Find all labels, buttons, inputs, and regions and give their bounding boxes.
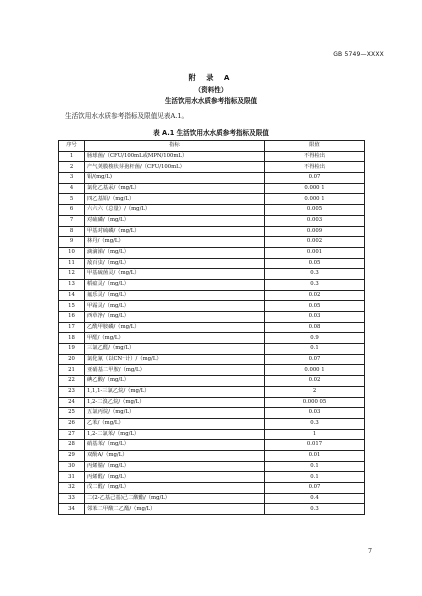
- cell-indicator: 甲基对硫磷/（mg/L）: [85, 226, 265, 237]
- cell-limit: 0.3: [265, 418, 365, 429]
- cell-serial-number: 15: [59, 301, 85, 312]
- table-row: [59, 279, 365, 290]
- cell-indicator: 敌百虫/（mg/L）: [85, 258, 265, 269]
- cell-indicator: 甲基硫菌灵/（mg/L）: [85, 269, 265, 280]
- cell-limit: 不得检出: [265, 151, 365, 162]
- cell-indicator: 双酚A/（mg/L）: [85, 450, 265, 461]
- cell-limit: 0.1: [265, 344, 365, 355]
- cell-limit: 0.07: [265, 483, 365, 494]
- cell-indicator: 亚硝基二甲胺/（mg/L）: [85, 365, 265, 376]
- cell-indicator: 乙苯/（mg/L）: [85, 418, 265, 429]
- cell-indicator: 西草净/（mg/L）: [85, 312, 265, 323]
- table-row: [59, 312, 365, 323]
- cell-indicator: 四乙基铅/（mg/L）: [85, 194, 265, 205]
- cell-limit: 0.005: [265, 205, 365, 216]
- cell-indicator: 甲醛/（mg/L）: [85, 333, 265, 344]
- table-row: [59, 151, 365, 162]
- cell-limit: 0.9: [265, 333, 365, 344]
- table-row: [59, 386, 365, 397]
- table-row: [59, 333, 365, 344]
- cell-indicator: 乙酰甲胺磷/（mg/L）: [85, 322, 265, 333]
- appendix-heading: 生活饮用水水质参考指标及限值: [164, 97, 258, 105]
- cell-limit: 0.07: [265, 173, 365, 184]
- appendix-title: 附 录 A: [188, 73, 234, 82]
- table-row: [59, 408, 365, 419]
- cell-indicator: 六六六（总量）/（mg/L）: [85, 205, 265, 216]
- cell-serial-number: 21: [59, 365, 85, 376]
- table-row: [59, 483, 365, 494]
- cell-serial-number: 24: [59, 397, 85, 408]
- appendix-note: （资料性）: [194, 86, 228, 94]
- cell-serial-number: 20: [59, 354, 85, 365]
- cell-indicator: 钼/(mg/L): [85, 173, 265, 184]
- cell-indicator: 氯化氰（以CN⁻计）/（mg/L）: [85, 354, 265, 365]
- cell-limit: 0.02: [265, 376, 365, 387]
- cell-serial-number: 27: [59, 429, 85, 440]
- cell-limit: 0.05: [265, 258, 365, 269]
- cell-limit: 0.1: [265, 461, 365, 472]
- cell-limit: 0.02: [265, 290, 365, 301]
- table-row: [59, 237, 365, 248]
- cell-serial-number: 25: [59, 408, 85, 419]
- table-row: [59, 226, 365, 237]
- cell-serial-number: 14: [59, 290, 85, 301]
- table-row: [59, 162, 365, 173]
- page-number: 7: [368, 548, 372, 555]
- table-row: [59, 365, 365, 376]
- cell-serial-number: 5: [59, 194, 85, 205]
- cell-indicator: 邻苯二甲酸二乙酯/（mg/L）: [85, 504, 265, 515]
- cell-limit: 0.017: [265, 440, 365, 451]
- cell-indicator: 氯化乙基汞/（mg/L）: [85, 183, 265, 194]
- cell-serial-number: 18: [59, 333, 85, 344]
- cell-indicator: 对硫磷/（mg/L）: [85, 215, 265, 226]
- cell-limit: 0.03: [265, 312, 365, 323]
- table-row: [59, 194, 365, 205]
- cell-serial-number: 11: [59, 258, 85, 269]
- table-row: [59, 354, 365, 365]
- cell-indicator: 稻瘟灵/（mg/L）: [85, 279, 265, 290]
- cell-serial-number: 7: [59, 215, 85, 226]
- cell-indicator: 1,1,1-三氯乙烷/（mg/L）: [85, 386, 265, 397]
- cell-limit: 0.01: [265, 450, 365, 461]
- table-row: [59, 504, 365, 515]
- cell-serial-number: 8: [59, 226, 85, 237]
- cell-limit: 0.3: [265, 504, 365, 515]
- cell-indicator: 肠球菌/（CFU/100mL或MPN/100mL）: [85, 151, 265, 162]
- cell-serial-number: 26: [59, 418, 85, 429]
- cell-limit: 0.3: [265, 279, 365, 290]
- cell-serial-number: 2: [59, 162, 85, 173]
- cell-serial-number: 17: [59, 322, 85, 333]
- cell-indicator: 二(2-乙基己基)己二酸酯/（mg/L）: [85, 493, 265, 504]
- table-row: [59, 290, 365, 301]
- cell-limit: 0.009: [265, 226, 365, 237]
- cell-serial-number: 30: [59, 461, 85, 472]
- cell-indicator: 碘乙酸/（mg/L）: [85, 376, 265, 387]
- table-caption: 表 A.1 生活饮用水水质参考指标及限值: [153, 129, 269, 137]
- table-row: [59, 173, 365, 184]
- cell-limit: 0.05: [265, 301, 365, 312]
- cell-serial-number: 1: [59, 151, 85, 162]
- cell-serial-number: 29: [59, 450, 85, 461]
- table-row: [59, 376, 365, 387]
- table-row: [59, 215, 365, 226]
- cell-serial-number: 22: [59, 376, 85, 387]
- cell-limit: 0.000 1: [265, 183, 365, 194]
- cell-limit: 0.4: [265, 493, 365, 504]
- table-row: [59, 258, 365, 269]
- cell-indicator: 甲霜灵/（mg/L）: [85, 301, 265, 312]
- cell-indicator: 滴滴涕/（mg/L）: [85, 247, 265, 258]
- cell-serial-number: 3: [59, 173, 85, 184]
- header-serial-number: 序号: [59, 141, 85, 152]
- table-row: [59, 493, 365, 504]
- table-row: [59, 301, 365, 312]
- cell-limit: 0.08: [265, 322, 365, 333]
- cell-limit: 不得检出: [265, 162, 365, 173]
- cell-serial-number: 34: [59, 504, 85, 515]
- table-row: [59, 429, 365, 440]
- table-row: [59, 205, 365, 216]
- table-row: [59, 472, 365, 483]
- header-limit: 限值: [265, 141, 365, 152]
- cell-indicator: 三氯乙醛/（mg/L）: [85, 344, 265, 355]
- cell-limit: 0.000 1: [265, 194, 365, 205]
- cell-indicator: 戊二醛/（mg/L）: [85, 483, 265, 494]
- cell-indicator: 1,2-二氯苯/（mg/L）: [85, 429, 265, 440]
- reference-indicator-table: [58, 140, 365, 515]
- cell-limit: 0.000 05: [265, 397, 365, 408]
- cell-serial-number: 33: [59, 493, 85, 504]
- cell-limit: 0.1: [265, 472, 365, 483]
- cell-serial-number: 16: [59, 312, 85, 323]
- table-row: [59, 397, 365, 408]
- cell-serial-number: 12: [59, 269, 85, 280]
- cell-indicator: 产气荚膜梭状芽孢杆菌/（CFU/100mL）: [85, 162, 265, 173]
- table-row: [59, 450, 365, 461]
- table-row: [59, 183, 365, 194]
- cell-limit: 0.001: [265, 247, 365, 258]
- table-header-row: [59, 141, 365, 152]
- cell-indicator: 林丹/（mg/L）: [85, 237, 265, 248]
- table-row: [59, 247, 365, 258]
- cell-limit: 1: [265, 429, 365, 440]
- cell-limit: 0.003: [265, 215, 365, 226]
- standard-code: GB 5749—XXXX: [333, 51, 384, 58]
- cell-limit: 0.3: [265, 269, 365, 280]
- cell-serial-number: 19: [59, 344, 85, 355]
- cell-limit: 0.07: [265, 354, 365, 365]
- header-indicator: 指标: [85, 141, 265, 152]
- cell-indicator: 五氯丙烷/（mg/L）: [85, 408, 265, 419]
- table-row: [59, 461, 365, 472]
- table-row: [59, 440, 365, 451]
- cell-serial-number: 6: [59, 205, 85, 216]
- cell-serial-number: 4: [59, 183, 85, 194]
- cell-serial-number: 32: [59, 483, 85, 494]
- cell-serial-number: 28: [59, 440, 85, 451]
- cell-serial-number: 9: [59, 237, 85, 248]
- cell-indicator: 丙烯腈/（mg/L）: [85, 461, 265, 472]
- table-row: [59, 269, 365, 280]
- table-body: [59, 151, 365, 514]
- cell-serial-number: 23: [59, 386, 85, 397]
- cell-indicator: 硝基苯/（mg/L）: [85, 440, 265, 451]
- cell-limit: 0.002: [265, 237, 365, 248]
- cell-indicator: 氟乐灵/（mg/L）: [85, 290, 265, 301]
- cell-limit: 0.000 1: [265, 365, 365, 376]
- table-row: [59, 418, 365, 429]
- cell-serial-number: 10: [59, 247, 85, 258]
- cell-serial-number: 31: [59, 472, 85, 483]
- table-row: [59, 322, 365, 333]
- cell-limit: 2: [265, 386, 365, 397]
- table-row: [59, 344, 365, 355]
- intro-paragraph: 生活饮用水水质参考指标及限值见表A.1。: [65, 112, 189, 120]
- cell-indicator: 丙烯醛/（mg/L）: [85, 472, 265, 483]
- cell-limit: 0.03: [265, 408, 365, 419]
- cell-serial-number: 13: [59, 279, 85, 290]
- cell-indicator: 1,2-二溴乙烷/（mg/L）: [85, 397, 265, 408]
